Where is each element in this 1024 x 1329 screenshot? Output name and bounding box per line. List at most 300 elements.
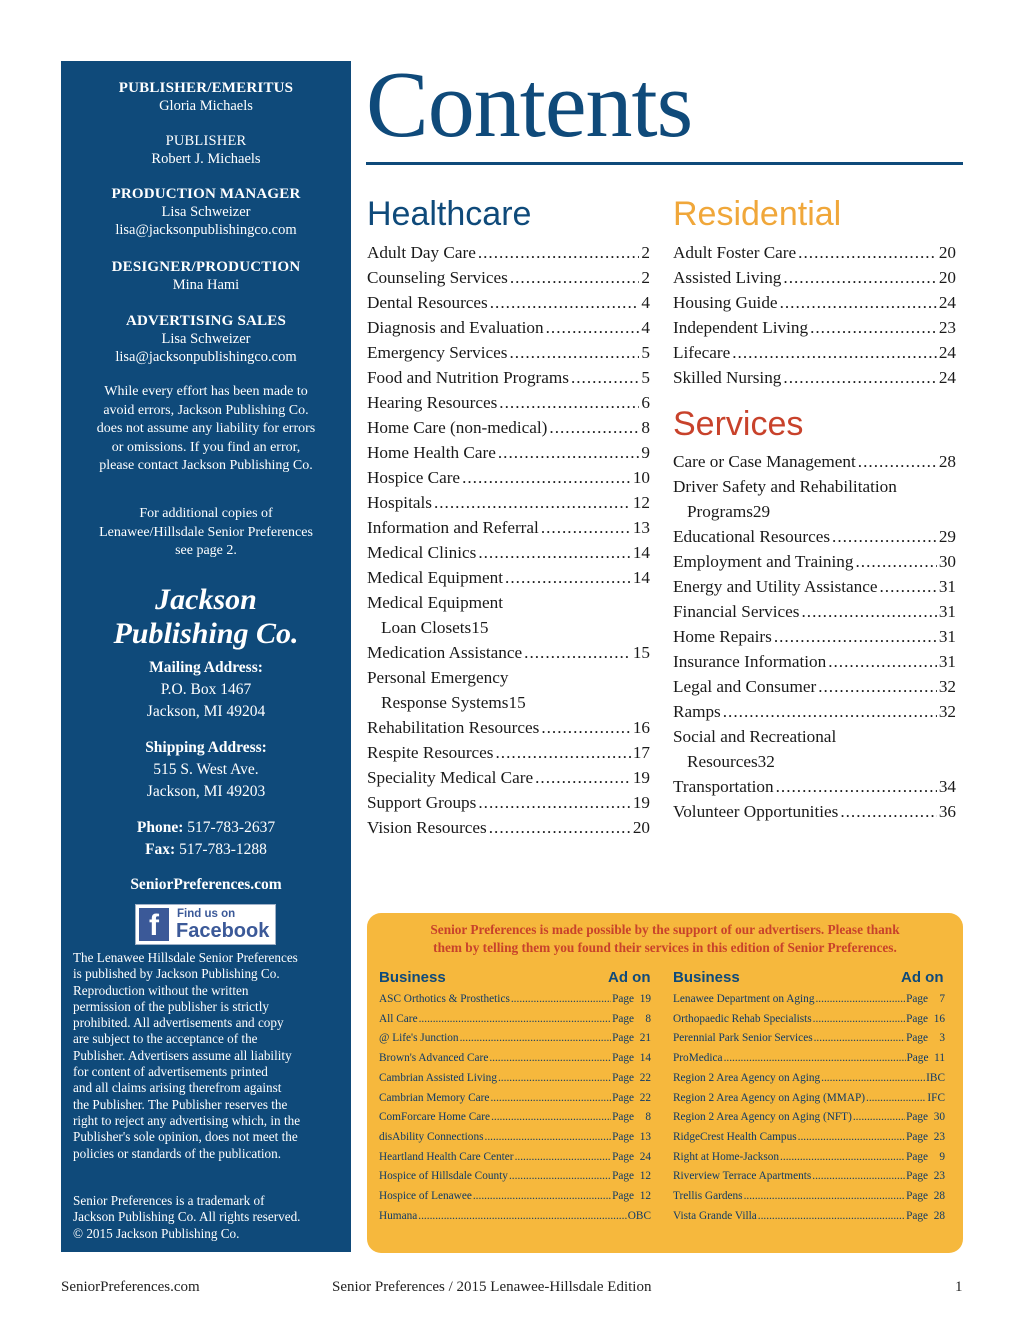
disclaimer	[61, 383, 351, 476]
toc-entry[interactable]	[367, 490, 650, 515]
notice-line: and all claims arising therefrom against	[73, 1080, 282, 1096]
facebook-badge[interactable]	[135, 904, 276, 945]
role: ADVERTISING SALES	[125, 313, 286, 329]
notice-line: Publisher's sole opinion, does not meet the	[73, 1129, 298, 1145]
leader-dots	[498, 1069, 611, 1089]
notice-line: Publisher. Advertisers assume all liability	[73, 1047, 292, 1063]
advertiser-name: Hospice of Hillsdale County	[379, 1170, 508, 1183]
advertiser-name: Cambrian Memory Care	[379, 1091, 490, 1104]
leader-dots	[509, 340, 639, 365]
ad-on-header-right: Ad on	[901, 969, 944, 986]
leader-dots	[758, 1207, 905, 1227]
advertiser-name: Orthopaedic Rehab Specialists	[673, 1012, 812, 1025]
advertiser-name: Vista Grande Villa	[673, 1209, 757, 1222]
leader-dots	[866, 1089, 926, 1109]
toc-entry[interactable]	[367, 790, 650, 815]
entry-label: Energy and Utility Assistance	[673, 577, 878, 596]
advertiser-page: Page 8	[612, 1012, 651, 1025]
entry-label-continued: Resources	[687, 752, 758, 771]
entry-label: Home Care (non-medical)	[367, 418, 548, 437]
page-number: 1	[955, 1279, 963, 1295]
leader-dots	[801, 599, 936, 624]
leader-dots	[810, 315, 937, 340]
notice-line: The Lenawee Hillsdale Senior Preferences	[73, 950, 298, 965]
entry-page: 20	[938, 243, 956, 262]
fax-label: Fax:	[145, 841, 176, 858]
advertiser-name: Trellis Gardens	[673, 1190, 743, 1203]
entry-label: Adult Foster Care	[673, 243, 797, 262]
publisher	[61, 132, 351, 168]
logo-line: Jackson	[155, 583, 257, 616]
address-line: Jackson, MI 49203	[146, 783, 266, 800]
advertiser-page: Page 23	[906, 1130, 945, 1143]
toc-entry[interactable]	[367, 365, 650, 390]
advertiser-row	[379, 1128, 651, 1148]
entry-page: 13	[632, 518, 650, 537]
name: Gloria Michaels	[159, 98, 253, 114]
advertiser-name: ASC Orthotics & Prosthetics	[379, 993, 510, 1005]
toc-entry[interactable]	[367, 715, 650, 740]
advertiser-page: Page 7	[906, 993, 945, 1005]
leader-dots	[776, 774, 937, 799]
page-title: Contents	[366, 53, 693, 157]
advertiser-page: Page 22	[612, 1071, 651, 1084]
toc-entry[interactable]	[673, 624, 956, 649]
advertiser-page: Page 28	[906, 1209, 945, 1222]
notice-line: prohibited. All advertisements and copy	[73, 1015, 284, 1031]
leader-dots	[780, 1148, 905, 1168]
entry-label: Home Health Care	[367, 443, 496, 462]
leader-dots	[509, 1167, 611, 1187]
toc-entry[interactable]	[367, 390, 650, 415]
entry-label: Medical Clinics	[367, 543, 477, 562]
leader-dots	[732, 340, 937, 365]
entry-page: 29	[752, 502, 771, 521]
entry-page: 17	[632, 743, 650, 762]
advertiser-name: Riverview Terrace Apartments	[673, 1170, 812, 1183]
note-line: Senior Preferences is made possible by the support of our advertisers. Please thank	[430, 922, 900, 937]
advertiser-row	[379, 1049, 651, 1069]
healthcare-list	[367, 240, 650, 840]
leader-dots	[546, 315, 640, 340]
healthcare-heading: Healthcare	[367, 195, 532, 233]
advertiser-name: Heartland Health Care Center	[379, 1150, 514, 1163]
toc-entry[interactable]	[673, 449, 956, 474]
footer-website[interactable]: SeniorPreferences.com	[61, 1279, 200, 1295]
entry-label-continued: Programs	[687, 502, 753, 521]
entry-label: Medical Equipment	[367, 568, 504, 587]
leader-dots	[774, 624, 937, 649]
entry-label: Hearing Resources	[367, 393, 498, 412]
toc-entry[interactable]	[673, 290, 956, 315]
advertiser-page: Page 30	[906, 1111, 945, 1124]
advertiser-page: Page 14	[612, 1052, 651, 1065]
entry-page: 32	[938, 702, 956, 721]
entry-page: 12	[632, 493, 650, 512]
entry-page: 5	[641, 343, 650, 362]
entry-label-continued: Response Systems	[381, 693, 509, 712]
advertiser-row	[673, 1207, 945, 1227]
entry-label: Information and Referral	[367, 518, 539, 537]
advertiser-row	[673, 1069, 945, 1089]
advertiser-row	[379, 1069, 651, 1089]
advertiser-name: Humana	[379, 1209, 418, 1222]
entry-page: 15	[471, 618, 489, 637]
entry-label: Legal and Consumer	[673, 677, 817, 696]
contact-numbers	[61, 817, 351, 861]
advertiser-page: Page 21	[612, 1032, 651, 1045]
entry-page: 31	[938, 577, 956, 596]
email[interactable]: lisa@jacksonpublishingco.com	[115, 222, 297, 238]
advertiser-index	[367, 913, 963, 1253]
advertiser-row	[673, 1029, 945, 1049]
toc-entry[interactable]	[367, 640, 650, 665]
leader-dots	[813, 1010, 905, 1030]
entry-label: Care or Case Management	[673, 452, 856, 471]
leader-dots	[490, 290, 640, 315]
toc-entry[interactable]	[367, 265, 650, 290]
toc-entry[interactable]	[673, 599, 956, 624]
advertiser-row	[379, 990, 651, 1010]
notice-line: right to reject any advertising which, in the	[73, 1112, 301, 1128]
advertiser-page: Page 3	[906, 1032, 945, 1045]
facebook-icon: f	[139, 908, 169, 941]
leader-dots	[535, 765, 631, 790]
name: Lisa Schweizer	[161, 331, 251, 347]
entry-label: Insurance Information	[673, 652, 827, 671]
toc-entry[interactable]	[673, 474, 956, 524]
entry-label: Vision Resources	[367, 818, 487, 837]
entry-label: Counseling Services	[367, 268, 508, 287]
leader-dots	[511, 990, 611, 1010]
leader-dots	[460, 1029, 612, 1049]
advertiser-row	[673, 1089, 945, 1109]
leader-dots	[489, 815, 631, 840]
leader-dots	[485, 1128, 612, 1148]
entry-row	[367, 690, 650, 715]
entry-label: Skilled Nursing	[673, 368, 782, 387]
role: PUBLISHER/EMERITUS	[118, 80, 294, 96]
advertisers-right	[673, 990, 945, 1226]
toc-entry[interactable]	[367, 440, 650, 465]
notice-line: permission of the publisher is strictly	[73, 998, 269, 1014]
website-link[interactable]: SeniorPreferences.com	[130, 876, 282, 893]
toc-entry[interactable]	[673, 549, 956, 574]
advertiser-page: Page 28	[906, 1190, 945, 1203]
entry-label: Volunteer Opportunities	[673, 802, 839, 821]
entry-page: 29	[938, 527, 956, 546]
advertiser-row	[673, 1049, 945, 1069]
advertiser-row	[673, 1108, 945, 1128]
entry-page: 31	[938, 652, 956, 671]
advertiser-note	[381, 921, 949, 957]
disclaimer-line: avoid errors, Jackson Publishing Co.	[103, 402, 309, 418]
leader-dots	[858, 449, 937, 474]
advertiser-page: Page 23	[906, 1170, 945, 1183]
name: Mina Hami	[172, 277, 240, 293]
advertiser-page: Page 11	[906, 1052, 945, 1065]
leader-dots	[515, 1148, 612, 1168]
toc-entry[interactable]	[673, 724, 956, 774]
entry-page: 23	[938, 318, 956, 337]
advertiser-name: Region 2 Area Agency on Aging	[673, 1071, 821, 1084]
leader-dots	[723, 699, 937, 724]
services-heading: Services	[673, 405, 804, 443]
legal-notice	[73, 950, 343, 1162]
advertiser-name: Region 2 Area Agency on Aging (MMAP)	[673, 1091, 866, 1104]
advertiser-page: Page 22	[612, 1091, 651, 1104]
facebook-line2: Facebook	[176, 920, 270, 942]
ad-on-header-left: Ad on	[608, 969, 651, 986]
advertiser-row	[673, 1167, 945, 1187]
disclaimer-line: While every effort has been made to	[104, 384, 308, 399]
leader-dots	[798, 1128, 905, 1148]
role: PRODUCTION MANAGER	[111, 186, 301, 202]
residential-list	[673, 240, 956, 390]
entry-label: Support Groups	[367, 793, 477, 812]
leader-dots	[462, 465, 631, 490]
advertiser-page: Page 16	[906, 1012, 945, 1025]
advertiser-row	[379, 1108, 651, 1128]
notice-line: are subject to the acceptance of the	[73, 1031, 258, 1047]
services-list	[673, 449, 956, 824]
phone-line	[61, 817, 351, 839]
toc-entry[interactable]	[673, 649, 956, 674]
advertiser-row	[379, 1029, 651, 1049]
leader-dots	[724, 1049, 906, 1069]
entry-label: Assisted Living	[673, 268, 782, 287]
toc-entry[interactable]	[367, 240, 650, 265]
leader-dots	[489, 1049, 611, 1069]
toc-entry[interactable]	[367, 415, 650, 440]
toc-entry[interactable]	[673, 524, 956, 549]
leader-dots	[541, 715, 631, 740]
copies-line: see page 2.	[175, 543, 237, 558]
entry-label: Medication Assistance	[367, 643, 523, 662]
entry-label: Home Repairs	[673, 627, 772, 646]
entry-page: 15	[632, 643, 650, 662]
toc-entry[interactable]	[673, 674, 956, 699]
entry-page: 34	[938, 777, 956, 796]
entry-label: Lifecare	[673, 343, 731, 362]
entry-page: 36	[938, 802, 956, 821]
toc-entry[interactable]	[673, 699, 956, 724]
entry-page: 4	[641, 318, 650, 337]
toc-entry[interactable]	[367, 565, 650, 590]
designer	[61, 258, 351, 294]
copies-note	[61, 505, 351, 561]
business-header-left: Business	[379, 969, 446, 986]
advertiser-row	[379, 1010, 651, 1030]
entry-page: 30	[938, 552, 956, 571]
advertiser-name: Hospice of Lenawee	[379, 1190, 472, 1203]
email[interactable]: lisa@jacksonpublishingco.com	[115, 349, 297, 365]
leader-dots	[499, 390, 639, 415]
leader-dots	[814, 1029, 905, 1049]
toc-entry[interactable]	[673, 315, 956, 340]
notice-line: for content of advertisements printed	[73, 1064, 268, 1080]
advertiser-row	[379, 1089, 651, 1109]
advertiser-page: Page 12	[612, 1190, 651, 1203]
advertiser-page: OBC	[627, 1209, 651, 1222]
advertising-sales	[61, 312, 351, 366]
shipping-address	[61, 737, 351, 803]
name: Robert J. Michaels	[151, 151, 261, 167]
entry-label: Financial Services	[673, 602, 800, 621]
entry-page: 16	[632, 718, 650, 737]
advertiser-row	[379, 1167, 651, 1187]
notice-line: the Publisher. The Publisher reserves the	[73, 1096, 288, 1112]
entry-label: Ramps	[673, 702, 721, 721]
entry-page: 2	[641, 268, 650, 287]
leader-dots	[478, 240, 640, 265]
name: Lisa Schweizer	[161, 204, 251, 220]
leader-dots	[510, 265, 640, 290]
entry-label: Social and Recreational	[673, 727, 837, 746]
toc-entry[interactable]	[367, 315, 650, 340]
mailing-label: Mailing Address:	[149, 659, 263, 676]
entry-page: 19	[632, 793, 650, 812]
toc-entry[interactable]	[367, 740, 650, 765]
entry-page: 10	[632, 468, 650, 487]
address-line: 515 S. West Ave.	[153, 761, 259, 778]
toc-entry[interactable]	[673, 265, 956, 290]
phone-number[interactable]: 517-783-2637	[187, 819, 276, 836]
toc-entry[interactable]	[367, 340, 650, 365]
advertiser-page: Page 12	[612, 1170, 651, 1183]
toc-entry[interactable]	[673, 240, 956, 265]
role: DESIGNER/PRODUCTION	[111, 259, 301, 275]
entry-label: Medical Equipment	[367, 593, 504, 612]
advertiser-page: Page 13	[612, 1130, 651, 1143]
toc-entry[interactable]	[367, 290, 650, 315]
entry-page: 31	[938, 627, 956, 646]
advertiser-name: ProMedica	[673, 1052, 723, 1065]
advertiser-name: All Care	[379, 1012, 418, 1025]
toc-entry[interactable]	[367, 815, 650, 840]
entry-page: 6	[641, 393, 650, 412]
address-line: P.O. Box 1467	[160, 681, 252, 698]
entry-row	[673, 499, 956, 524]
leader-dots	[490, 1089, 611, 1109]
toc-entry[interactable]	[673, 365, 956, 390]
advertiser-row	[673, 1187, 945, 1207]
toc-entry[interactable]	[367, 765, 650, 790]
notice-line: is published by Jackson Publishing Co.	[73, 966, 280, 982]
entry-page: 9	[641, 443, 650, 462]
entry-page: 2	[641, 243, 650, 262]
toc-entry[interactable]	[673, 574, 956, 599]
toc-entry[interactable]	[367, 465, 650, 490]
toc-entry[interactable]	[367, 515, 650, 540]
advertiser-row	[673, 1148, 945, 1168]
advertiser-row	[673, 990, 945, 1010]
entry-page: 5	[641, 368, 650, 387]
leader-dots	[571, 365, 639, 390]
entry-label: Emergency Services	[367, 343, 508, 362]
toc-entry[interactable]	[673, 799, 956, 824]
toc-entry[interactable]	[673, 774, 956, 799]
entry-page: 20	[938, 268, 956, 287]
entry-page: 4	[641, 293, 650, 312]
advertiser-row	[673, 1128, 945, 1148]
leader-dots	[524, 640, 631, 665]
entry-label: Hospitals	[367, 493, 432, 512]
leader-dots	[478, 540, 631, 565]
entry-page: 24	[938, 368, 956, 387]
leader-dots	[418, 1207, 626, 1227]
advertiser-page: IFC	[927, 1091, 945, 1104]
toc-entry[interactable]	[367, 665, 650, 715]
entry-page: 19	[632, 768, 650, 787]
advertiser-page: IBC	[926, 1071, 945, 1084]
advertiser-row	[673, 1010, 945, 1030]
advertiser-name: Cambrian Assisted Living	[379, 1071, 497, 1084]
copies-line: Lenawee/Hillsdale Senior Preferences	[99, 524, 313, 540]
advertiser-page: Page 9	[906, 1150, 945, 1163]
notice-line: Reproduction without the written	[73, 982, 249, 998]
fax-number: 517-783-1288	[179, 841, 267, 858]
leader-dots	[798, 240, 937, 265]
entry-row	[673, 749, 956, 774]
leader-dots	[419, 1010, 612, 1030]
entry-page: 14	[632, 568, 650, 587]
leader-dots	[832, 524, 937, 549]
entry-label: Adult Day Care	[367, 243, 476, 262]
leader-dots	[879, 574, 936, 599]
entry-label: Personal Emergency	[367, 668, 509, 687]
toc-entry[interactable]	[673, 340, 956, 365]
advertiser-name: Brown's Advanced Care	[379, 1052, 489, 1065]
leader-dots	[473, 1187, 611, 1207]
leader-dots	[783, 265, 936, 290]
leader-dots	[478, 790, 630, 815]
toc-entry[interactable]	[367, 590, 650, 640]
production-manager	[61, 185, 351, 239]
business-header-right: Business	[673, 969, 740, 986]
entry-label: Driver Safety and Rehabilitation	[673, 477, 897, 496]
leader-dots	[491, 1108, 611, 1128]
notice-line: policies or standards of the publication.	[73, 1145, 282, 1161]
entry-label: Rehabilitation Resources	[367, 718, 540, 737]
entry-label: Employment and Training	[673, 552, 854, 571]
disclaimer-line: please contact Jackson Publishing Co.	[99, 458, 313, 473]
leader-dots	[855, 549, 936, 574]
leader-dots	[505, 565, 631, 590]
leader-dots	[853, 1108, 905, 1128]
entry-page: 24	[938, 293, 956, 312]
entry-page: 32	[938, 677, 956, 696]
advertiser-page: Page 19	[612, 993, 651, 1005]
publisher-logo	[61, 583, 351, 651]
entry-page: 8	[641, 418, 650, 437]
leader-dots	[818, 674, 937, 699]
phone-label: Phone:	[136, 819, 184, 836]
facebook-line1: Find us on	[177, 908, 236, 920]
masthead-sidebar	[61, 61, 351, 1252]
advertiser-name: Perennial Park Senior Services	[673, 1032, 813, 1045]
disclaimer-line: or omissions. If you find an error,	[111, 439, 301, 455]
leader-dots	[821, 1069, 925, 1089]
entry-label: Respite Resources	[367, 743, 494, 762]
leader-dots	[541, 515, 631, 540]
toc-entry[interactable]	[367, 540, 650, 565]
logo-line: Publishing Co.	[113, 617, 299, 650]
entry-label: Housing Guide	[673, 293, 778, 312]
notice-line: Senior Preferences is a trademark of	[73, 1193, 265, 1208]
leader-dots	[783, 365, 936, 390]
trademark-notice	[73, 1193, 343, 1242]
